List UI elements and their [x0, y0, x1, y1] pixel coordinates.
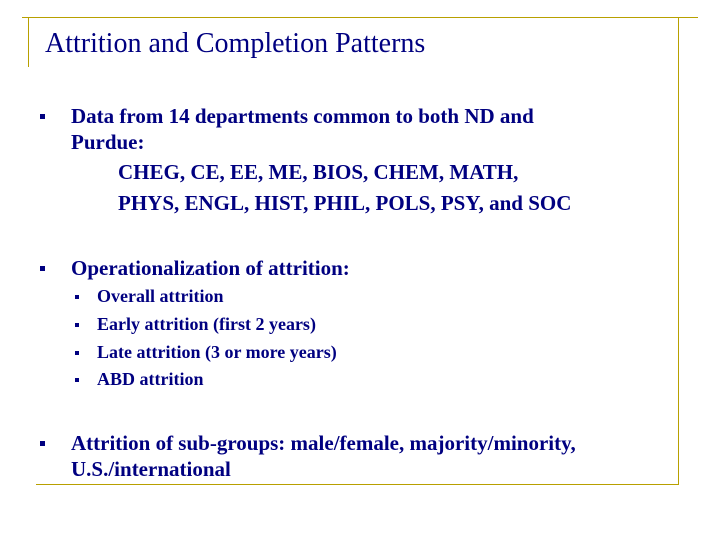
sub-bullet-text: Early attrition (first 2 years) [97, 314, 316, 334]
bullet-text-line: Purdue: [71, 130, 145, 154]
frame-right-rule [678, 17, 679, 485]
sub-bullet-square-icon [75, 323, 79, 327]
sub-bullet-square-icon [75, 351, 79, 355]
sub-bullet-square-icon [75, 378, 79, 382]
frame-left-rule [28, 17, 29, 67]
department-list-line: CHEG, CE, EE, ME, BIOS, CHEM, MATH, [118, 160, 519, 184]
bullet-text-line: Data from 14 departments common to both ND and [71, 104, 534, 128]
bullet-text-line: U.S./international [71, 457, 231, 481]
bullet-square-icon [40, 266, 45, 271]
department-list-line: PHYS, ENGL, HIST, PHIL, POLS, PSY, and SOC [118, 191, 572, 215]
sub-bullet-square-icon [75, 295, 79, 299]
bullet-text-line: Attrition of sub-groups: male/female, majority/minority, [71, 431, 576, 455]
frame-bottom-rule [36, 484, 679, 485]
sub-bullet-text: ABD attrition [97, 369, 204, 389]
sub-bullet-text: Overall attrition [97, 286, 224, 306]
frame-top-rule [22, 17, 698, 18]
slide-title: Attrition and Completion Patterns [45, 28, 426, 59]
bullet-square-icon [40, 114, 45, 119]
bullet-text-line: Operationalization of attrition: [71, 256, 350, 280]
sub-bullet-text: Late attrition (3 or more years) [97, 342, 337, 362]
bullet-square-icon [40, 441, 45, 446]
